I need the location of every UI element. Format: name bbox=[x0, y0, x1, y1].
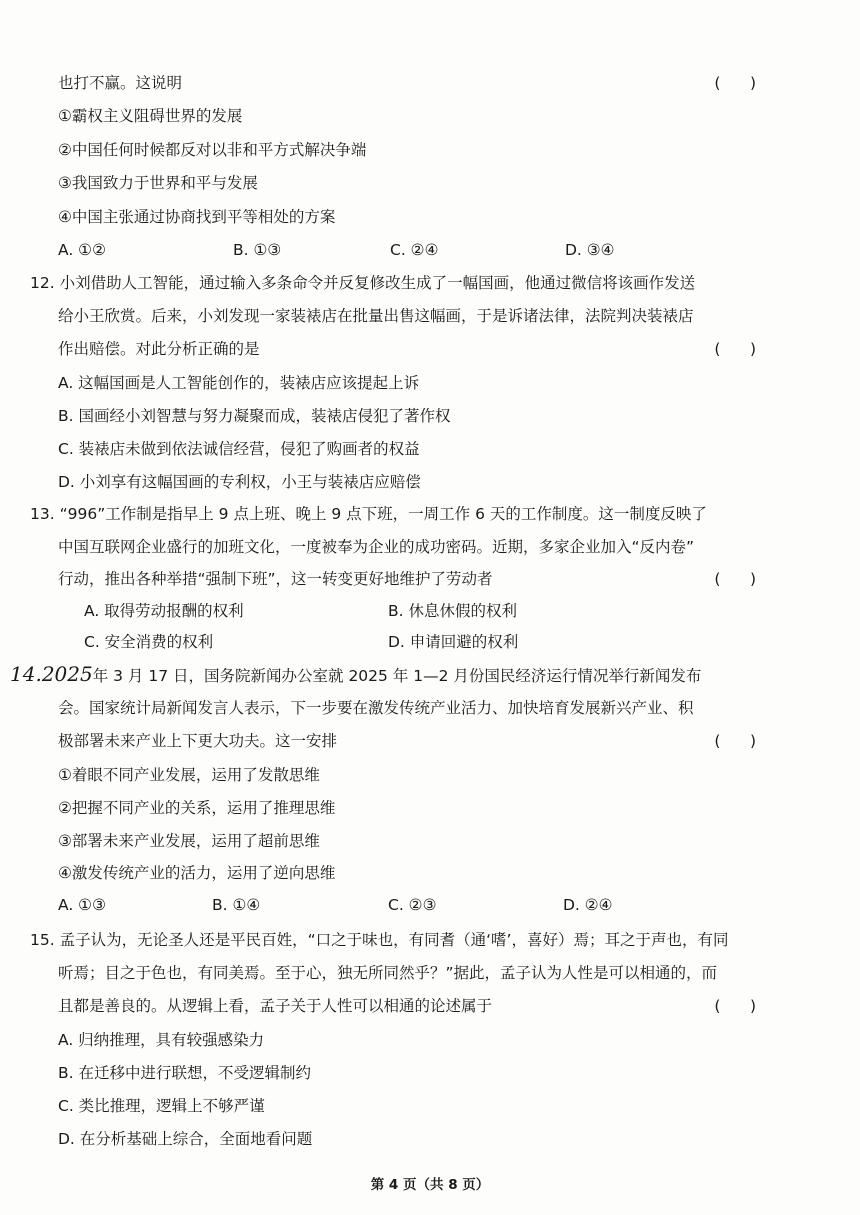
q14-option-c: C. ②③ bbox=[388, 896, 437, 914]
q12-option-a: A. 这幅国画是人工智能创作的，装裱店应该提起上诉 bbox=[58, 374, 420, 392]
q14-number: 14. bbox=[10, 662, 42, 686]
q15-stem-line-2: 听焉；目之于色也，有同美焉。至于心，独无所同然乎？”据此，孟子认为人性是可以相通的，而 bbox=[58, 964, 718, 982]
q12-option-c: C. 装裱店未做到依法诚信经营，侵犯了购画者的权益 bbox=[58, 440, 420, 458]
q12-stem-line-3: 作出赔偿。对此分析正确的是 bbox=[58, 340, 260, 358]
page-footer: 第 4 页（共 8 页） bbox=[370, 1177, 490, 1193]
q14-item-1: ①着眼不同产业发展，运用了发散思维 bbox=[58, 766, 320, 784]
q13-stem-line-3: 行动，推出各种举措“强制下班”，这一转变更好地维护了劳动者 bbox=[58, 570, 493, 588]
q13-option-c: C. 安全消费的权利 bbox=[84, 633, 214, 651]
q14-stem-line-2: 会。国家统计局新闻发言人表示，下一步要在激发传统产业活力、加快培育发展新兴产业、积 bbox=[58, 699, 694, 717]
q14-option-a: A. ①③ bbox=[58, 896, 106, 914]
q13-option-a: A. 取得劳动报酬的权利 bbox=[84, 602, 244, 620]
q13-answer-paren: ( ) bbox=[714, 570, 756, 588]
q14-item-4: ④激发传统产业的活力，运用了逆向思维 bbox=[58, 864, 336, 882]
q14-item-3: ③部署未来产业发展，运用了超前思维 bbox=[58, 832, 320, 850]
q11-stem: 也打不赢。这说明 bbox=[58, 74, 183, 92]
q11-item-2: ②中国任何时候都反对以非和平方式解决争端 bbox=[58, 141, 367, 159]
q11-option-c: C. ②④ bbox=[390, 241, 439, 259]
q14-stem-line-1 bbox=[10, 663, 772, 687]
q15-option-c: C. 类比推理，逻辑上不够严谨 bbox=[58, 1097, 265, 1115]
q14-stem-rest: 年 3 月 17 日，国务院新闻办公室就 2025 年 1—2 月份国民经济运行情况举行新闻发布 bbox=[92, 667, 702, 685]
q14-stem-line-3: 极部署未来产业上下更大功夫。这一安排 bbox=[58, 732, 338, 750]
q12-answer-paren: ( ) bbox=[714, 340, 756, 358]
q11-item-1: ①霸权主义阻碍世界的发展 bbox=[58, 107, 243, 125]
q11-answer-paren: ( ) bbox=[714, 74, 756, 92]
q14-handwritten-year: 2025 bbox=[41, 662, 93, 686]
q11-option-b: B. ①③ bbox=[233, 241, 282, 259]
q15-stem-line-3: 且都是善良的。从逻辑上看，孟子关于人性可以相通的论述属于 bbox=[58, 997, 493, 1015]
q14-answer-paren: ( ) bbox=[714, 732, 756, 750]
q11-item-4: ④中国主张通过协商找到平等相处的方案 bbox=[58, 208, 336, 226]
q14-item-2: ②把握不同产业的关系，运用了推理思维 bbox=[58, 799, 336, 817]
q12-stem-line-1: 12. 小刘借助人工智能，通过输入多条命令并反复修改生成了一幅国画，他通过微信将该画作发送 bbox=[30, 274, 696, 292]
q11-option-a: A. ①② bbox=[58, 241, 106, 259]
q11-option-d: D. ③④ bbox=[565, 241, 615, 259]
q12-stem-line-2: 给小王欣赏。后来，小刘发现一家装裱店在批量出售这幅画，于是诉诸法律，法院判决装裱店 bbox=[58, 307, 694, 325]
q14-option-d: D. ②④ bbox=[563, 896, 613, 914]
q15-option-d: D. 在分析基础上综合，全面地看问题 bbox=[58, 1130, 313, 1148]
q13-option-d: D. 申请回避的权利 bbox=[388, 633, 519, 651]
q13-stem-line-1: 13. “996”工作制是指早上 9 点上班、晚上 9 点下班，一周工作 6 天的工作制度。这一制度反映了 bbox=[30, 505, 707, 523]
q13-stem-line-2: 中国互联网企业盛行的加班文化，一度被奉为企业的成功密码。近期，多家企业加入“反内卷” bbox=[58, 538, 695, 556]
q12-option-b: B. 国画经小刘智慧与努力凝聚而成，装裱店侵犯了著作权 bbox=[58, 407, 451, 425]
q15-answer-paren: ( ) bbox=[714, 997, 756, 1015]
q15-option-b: B. 在迁移中进行联想，不受逻辑制约 bbox=[58, 1064, 311, 1082]
q12-option-d: D. 小刘享有这幅国画的专利权，小王与装裱店应赔偿 bbox=[58, 473, 421, 491]
q11-item-3: ③我国致力于世界和平与发展 bbox=[58, 174, 258, 192]
q13-option-b: B. 休息休假的权利 bbox=[388, 602, 517, 620]
q14-option-b: B. ①④ bbox=[212, 896, 261, 914]
q15-stem-line-1: 15. 孟子认为，无论圣人还是平民百姓，“口之于味也，有同耆（通‘嗜’，喜好）焉；耳之于声也，有同 bbox=[30, 931, 729, 949]
q15-option-a: A. 归纳推理，具有较强感染力 bbox=[58, 1031, 265, 1049]
